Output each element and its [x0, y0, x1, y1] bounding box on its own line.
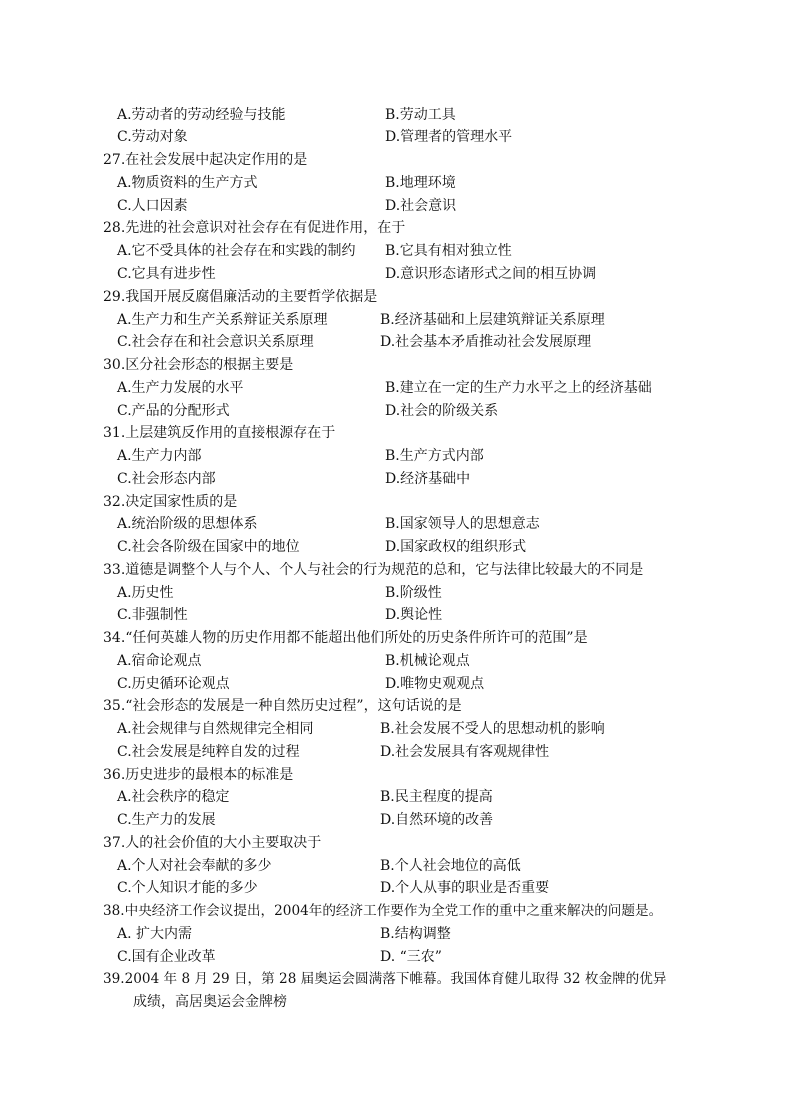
q37-option-c: C.个人知识才能的多少 [117, 880, 258, 896]
q33-stem: 33.道德是调整个人与个人、个人与社会的行为规范的总和，它与法律比较最大的不同是 [103, 562, 644, 578]
q28-option-c: C.它具有进步性 [117, 266, 216, 282]
q29-stem: 29.我国开展反腐倡廉活动的主要哲学依据是 [103, 289, 378, 305]
q31-option-a: A.生产力内部 [117, 448, 202, 464]
q38-option-c: C.国有企业改革 [117, 949, 216, 965]
q29-option-d: D.社会基本矛盾推动社会发展原理 [380, 334, 592, 350]
q32-option-b: B.国家领导人的思想意志 [385, 516, 540, 532]
q31-option-b: B.生产方式内部 [385, 448, 484, 464]
q38-option-b: B.结构调整 [380, 926, 451, 942]
q28-option-d: D.意识形态诸形式之间的相互协调 [385, 266, 597, 282]
q35-stem: 35.“社会形态的发展是一种自然历史过程”，这句话说的是 [103, 698, 462, 714]
q34-stem: 34.“任何英雄人物的历史作用都不能超出他们所处的历史条件所许可的范围”是 [103, 630, 588, 646]
q33-option-b: B.阶级性 [385, 585, 442, 601]
q29-option-a: A.生产力和生产关系辩证关系原理 [117, 312, 328, 328]
q26-option-a: A.劳动者的劳动经验与技能 [117, 107, 286, 123]
q36-option-a: A.社会秩序的稳定 [117, 789, 230, 805]
q27-option-b: B.地理环境 [385, 175, 456, 191]
q35-option-d: D.社会发展具有客观规律性 [380, 744, 550, 760]
q31-option-c: C.社会形态内部 [117, 471, 216, 487]
q30-option-c: C.产品的分配形式 [117, 403, 230, 419]
q27-option-c: C.人口因素 [117, 198, 188, 214]
q37-option-d: D.个人从事的职业是否重要 [380, 880, 550, 896]
q26-option-c: C.劳动对象 [117, 129, 188, 145]
q37-option-b: B.个人社会地位的高低 [380, 858, 521, 874]
q34-option-a: A.宿命论观点 [117, 653, 202, 669]
q29-option-b: B.经济基础和上层建筑辩证关系原理 [380, 312, 605, 328]
q26-option-b: B.劳动工具 [385, 107, 456, 123]
q32-option-d: D.国家政权的组织形式 [385, 539, 527, 555]
q35-option-b: B.社会发展不受人的思想动机的影响 [380, 721, 605, 737]
q32-option-a: A.统治阶级的思想体系 [117, 516, 258, 532]
q36-option-d: D.自然环境的改善 [380, 812, 494, 828]
q39-stem-continued: 成绩，高居奥运会金牌榜 [133, 994, 287, 1010]
q38-option-a: A. 扩大内需 [117, 926, 193, 942]
q30-option-d: D.社会的阶级关系 [385, 403, 499, 419]
q34-option-d: D.唯物史观观点 [385, 676, 485, 692]
q27-option-a: A.物质资料的生产方式 [117, 175, 258, 191]
q37-option-a: A.个人对社会奉献的多少 [117, 858, 272, 874]
q38-option-d: D. “三农” [380, 949, 442, 965]
q28-stem: 28.先进的社会意识对社会存在有促进作用，在于 [103, 220, 406, 236]
q33-option-c: C.非强制性 [117, 607, 188, 623]
q36-option-b: B.民主程度的提高 [380, 789, 493, 805]
q35-option-a: A.社会规律与自然规律完全相同 [117, 721, 314, 737]
q33-option-d: D.舆论性 [385, 607, 443, 623]
q39-stem: 39.2004 年 8 月 29 日，第 28 届奥运会圆满落下帷幕。我国体育健儿取得 32 枚金牌的优异 [103, 971, 667, 987]
q32-option-c: C.社会各阶级在国家中的地位 [117, 539, 300, 555]
q29-option-c: C.社会存在和社会意识关系原理 [117, 334, 314, 350]
q34-option-b: B.机械论观点 [385, 653, 470, 669]
q34-option-c: C.历史循环论观点 [117, 676, 230, 692]
q33-option-a: A.历史性 [117, 585, 174, 601]
q28-option-b: B.它具有相对独立性 [385, 243, 512, 259]
q38-stem: 38.中央经济工作会议提出，2004年的经济工作要作为全党工作的重中之重来解决的问题是。 [103, 903, 663, 919]
q27-stem: 27.在社会发展中起决定作用的是 [103, 152, 308, 168]
q36-option-c: C.生产力的发展 [117, 812, 216, 828]
q30-option-a: A.生产力发展的水平 [117, 380, 244, 396]
q30-option-b: B.建立在一定的生产力水平之上的经济基础 [385, 380, 652, 396]
q31-stem: 31.上层建筑反作用的直接根源存在于 [103, 425, 336, 441]
q36-stem: 36.历史进步的最根本的标准是 [103, 767, 294, 783]
q30-stem: 30.区分社会形态的根据主要是 [103, 357, 294, 373]
q27-option-d: D.社会意识 [385, 198, 457, 214]
q37-stem: 37.人的社会价值的大小主要取决于 [103, 835, 322, 851]
q26-option-d: D.管理者的管理水平 [385, 129, 513, 145]
q31-option-d: D.经济基础中 [385, 471, 471, 487]
q35-option-c: C.社会发展是纯粹自发的过程 [117, 744, 300, 760]
q28-option-a: A.它不受具体的社会存在和实践的制约 [117, 243, 356, 259]
q32-stem: 32.决定国家性质的是 [103, 494, 238, 510]
